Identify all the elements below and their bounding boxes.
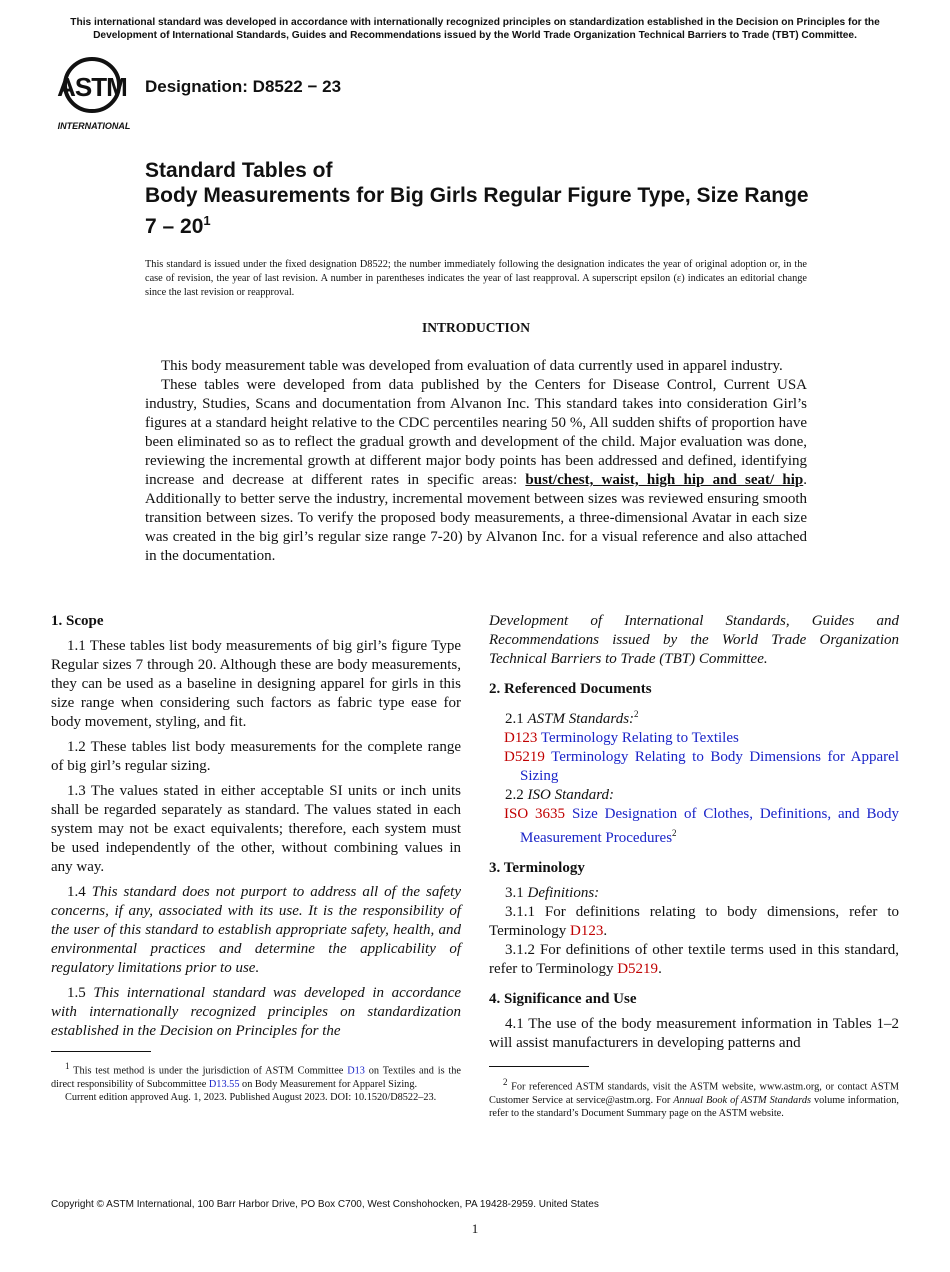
footnote-d13-55-link[interactable]: D13.55: [208, 1078, 240, 1090]
ref-d5219-title[interactable]: Terminology Relating to Body Dimensions for Apparel Sizing: [520, 749, 899, 784]
term-3-1-1: 3.1.1 For definitions relating to body dimensions, refer to Terminology D123.: [489, 904, 899, 939]
term-d123-link[interactable]: D123: [570, 923, 604, 939]
footnote-2: $^2$ For referenced ASTM standards, visit the ASTM website, www.astm.org, or contact ASTM Customer Service at service@astm.org. For Annual Book of ASTM Standards volume information, refer to the standard’s Document Summary page on the ASTM website.: [489, 1077, 900, 1120]
significance-heading: 4. Significance and Use: [489, 991, 637, 1007]
scope-1-1: 1.1 These tables list body measurements of big girl’s figure Type Regular sizes 7 through 20. Although these are body measurements, they can be used as a baseline in designing apparel for girls in this size range when considering such factors as fabric type ease for body movement, styling, and fit.: [51, 638, 461, 730]
designation: Designation: D8522 − 23: [145, 77, 342, 96]
ref-d5219-code[interactable]: D5219: [504, 749, 545, 765]
ref-iso-code[interactable]: ISO 3635: [504, 806, 566, 822]
title-line1: Standard Tables of: [145, 159, 333, 182]
page-title: [145, 158, 825, 239]
scope-1-3: 1.3 The values stated in either acceptable SI units or inch units shall be regarded separately as standard. The values stated in each system may not be exact equivalents; therefore, each system must be used independently of the other, without combining values in any way.: [51, 783, 461, 875]
intro-para1: This body measurement table was developed from evaluation of data currently used in apparel industry.: [161, 358, 783, 374]
intro-underlined-areas: bust/chest, waist, high hip and seat/ hip: [525, 472, 804, 488]
ref-d5219[interactable]: [489, 748, 899, 786]
referenced-heading: 2. Referenced Documents: [489, 681, 652, 697]
top-notice-line2: Development of International Standards, Guides and Recommendations issued by the World Trade Organization Technical Barriers to Trade (TBT) Committee.: [93, 30, 857, 41]
footnote-1-edition: Current edition approved Aug. 1, 2023. Published August 2023. DOI: 10.1520/D8522–23.: [65, 1092, 437, 1104]
scope-1-2: 1.2 These tables list body measurements for the complete range of big girl’s regular sizing.: [51, 739, 461, 774]
astm-logo-wordmark: INTERNATIONAL: [57, 121, 131, 131]
astm-logo: [52, 56, 136, 132]
footnote-rule-right: [489, 1066, 589, 1067]
top-notice: [40, 16, 910, 42]
introduction-heading: INTRODUCTION: [421, 320, 530, 335]
ref-2-1: 2.1 ASTM Standards:$^2$: [505, 709, 639, 727]
left-column: [51, 612, 461, 1047]
footnote-rule-left: [51, 1051, 151, 1052]
term-3-1: 3.1 Definitions:: [505, 885, 600, 901]
title-footnote-mark: 1: [203, 213, 211, 228]
ref-iso-3635[interactable]: ISO 3635 Size Designation of Clothes, Definitions, and Body Measurement Procedures$^2$: [504, 806, 899, 846]
top-notice-line1: This international standard was developed in accordance with internationally recognized principles on standardization established in the Decision on Principles for the: [70, 17, 880, 28]
copyright: Copyright © ASTM International, 100 Barr Harbor Drive, PO Box C700, West Conshohocken, PA 19428-2959. United States: [51, 1199, 599, 1210]
astm-logo-mark: [52, 56, 136, 132]
ref-d123-title[interactable]: Terminology Relating to Textiles: [540, 730, 739, 746]
footnote-d13-link[interactable]: D13: [347, 1065, 365, 1077]
svg-text:ASTM: ASTM: [57, 72, 127, 102]
footnote-1: $^1$ This test method is under the jurisdiction of ASTM Committee D13 on Textiles and is the direct responsibility of Subcommittee D13.55 on Body Measurement for Apparel Sizing. Current edition approved Aug. 1, 2023. Published August 2023. DOI: 10.1520/D8522–23.: [51, 1061, 462, 1104]
standard-note: This standard is issued under the fixed designation D8522; the number immediately following the designation indicates the year of original adoption or, in the case of revision, the year of last revision. A number in parentheses indicates the year of last reapproval. A superscript epsilon (ε) indicates an editorial change since the last revision or reapproval.: [145, 259, 807, 298]
page-number: 1: [471, 1221, 479, 1236]
title-line2: Body Measurements for Big Girls Regular Figure Type, Size Range $7 - 20^1$: [145, 184, 809, 238]
scope-1-4: 1.4 This standard does not purport to address all of the safety concerns, if any, associated with its use. It is the responsibility of the user of this standard to establish appropriate safety, health, and environmental practices and determine the applicability of regulatory limitations prior to use.: [51, 884, 462, 976]
scope-1-5-continued: Development of International Standards, Guides and Recommendations issued by the World Trade Organization Technical Barriers to Trade (TBT) Committee.: [489, 613, 899, 667]
scope-heading: 1. Scope: [51, 613, 104, 629]
ref-iso-title[interactable]: Size Designation of Clothes, Definitions, and Body Measurement Procedures: [520, 806, 899, 846]
intro-para2: These tables were developed from data published by the Centers for Disease Control, Current USA industry, Studies, Scans and documentation from Alvanon Inc. This standard takes into consideration Girl’s figures at a standard height relative to the CDC percentiles nearing 50 %, All sudden shifts of proportion have been eliminated so as to reflect the gradual growth and development of the child. Major evaluation was done, reviewing the incremental growth at different major body points has been addressed and defined, identifying increase and decrease at different rates in specific areas: bust/chest, waist, high hip and seat/ hip. Additionally to better serve the industry, incremental movement between sizes was reviewed ensuring smooth transition between sizes. To verify the proposed body measurements, a three-dimensional Avatar in each size was created in the big girl’s regular size range 7-20) by Alvanon Inc. for a visual reference and also attached in the documentation.: [145, 377, 808, 564]
significance-4-1: 4.1 The use of the body measurement information in Tables 1–2 will assist manufacturers in developing patterns and: [489, 1016, 899, 1051]
terminology-heading: 3. Terminology: [489, 860, 585, 876]
ref-d123-code[interactable]: D123: [504, 730, 538, 746]
ref-2-2: 2.2 ISO Standard:: [505, 787, 615, 803]
term-3-1-2: 3.1.2 For definitions of other textile terms used in this standard, refer to Terminology D5219.: [489, 942, 899, 977]
introduction: [145, 357, 807, 566]
ref-d123[interactable]: [489, 729, 899, 748]
scope-1-5: 1.5 This international standard was developed in accordance with internationally recognized principles on standardization established in the Decision on Principles for the: [51, 985, 462, 1039]
right-column: [489, 612, 899, 1059]
term-d5219-link[interactable]: D5219: [617, 961, 659, 977]
